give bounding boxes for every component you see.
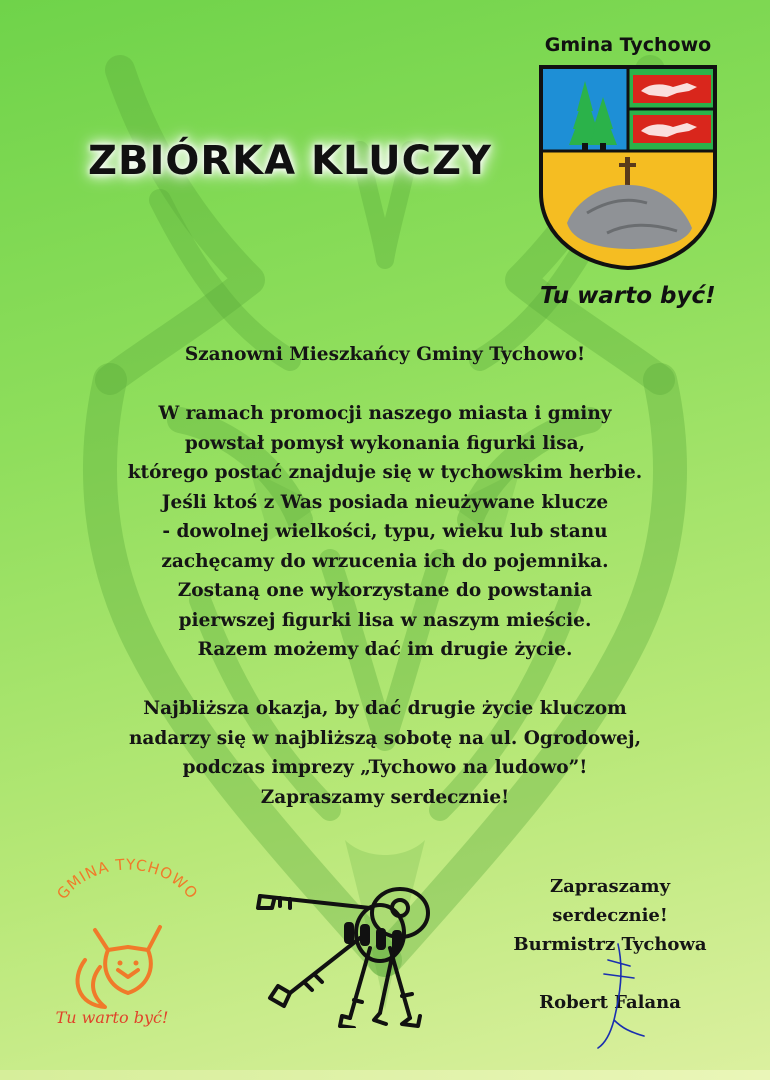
letter-line: Jeśli ktoś z Was posiada nieużywane klucze [161,491,609,513]
letter-line: Razem możemy dać im drugie życie. [197,639,573,660]
letter-line: zachęcamy do wrzucenia ich do pojemnika. [161,550,609,572]
letter-line: podczas imprezy „Tychowo na ludowo”! [182,757,588,778]
page-title: ZBIÓRKA KLUCZY [88,138,492,184]
letter-body [60,340,710,812]
letter-line: Zapraszamy serdecznie! [260,786,510,808]
greeting: Szanowni Mieszkańcy Gminy Tychowo! [184,344,586,365]
letter-line: nadarzy się w najbliższą sobotę na ul. Ogrodowej, [128,727,642,749]
signature-scribble [590,940,650,1050]
gmina-label: Gmina Tychowo [544,34,712,56]
slogan: Tu warto być! [540,283,716,309]
letter-line: pierwszej figurki lisa w naszym mieście. [178,609,592,631]
closing-line: serdecznie! [552,905,668,926]
letter-line: Najbliższa okazja, by dać drugie życie kluczom [143,698,627,719]
bottom-strip [0,1070,770,1080]
signer-role: Burmistrz Tychowa [513,934,707,955]
fox-logo-slogan: Tu warto być! [55,1008,169,1027]
letter-line: Zostaną one wykorzystane do powstania [177,580,593,601]
letter-line: którego postać znajduje się w tychowskim herbie. [127,462,643,483]
letter-line: W ramach promocji naszego miasta i gminy [158,403,612,424]
spacer [60,665,710,695]
closing-line: Zapraszamy [549,876,671,897]
signer-name: Robert Falana [539,992,681,1013]
spacer [60,370,710,400]
fox-logo-icon [40,855,210,1035]
keys-icon [250,878,450,1028]
fox-logo-arc-text: GMINA TYCHOWO [53,855,202,903]
letter-line: - dowolnej wielkości, typu, wieku lub stanu [162,521,608,542]
letter-line: powstał pomysł wykonania figurki lisa, [184,432,586,454]
coat-of-arms-icon [537,63,719,271]
